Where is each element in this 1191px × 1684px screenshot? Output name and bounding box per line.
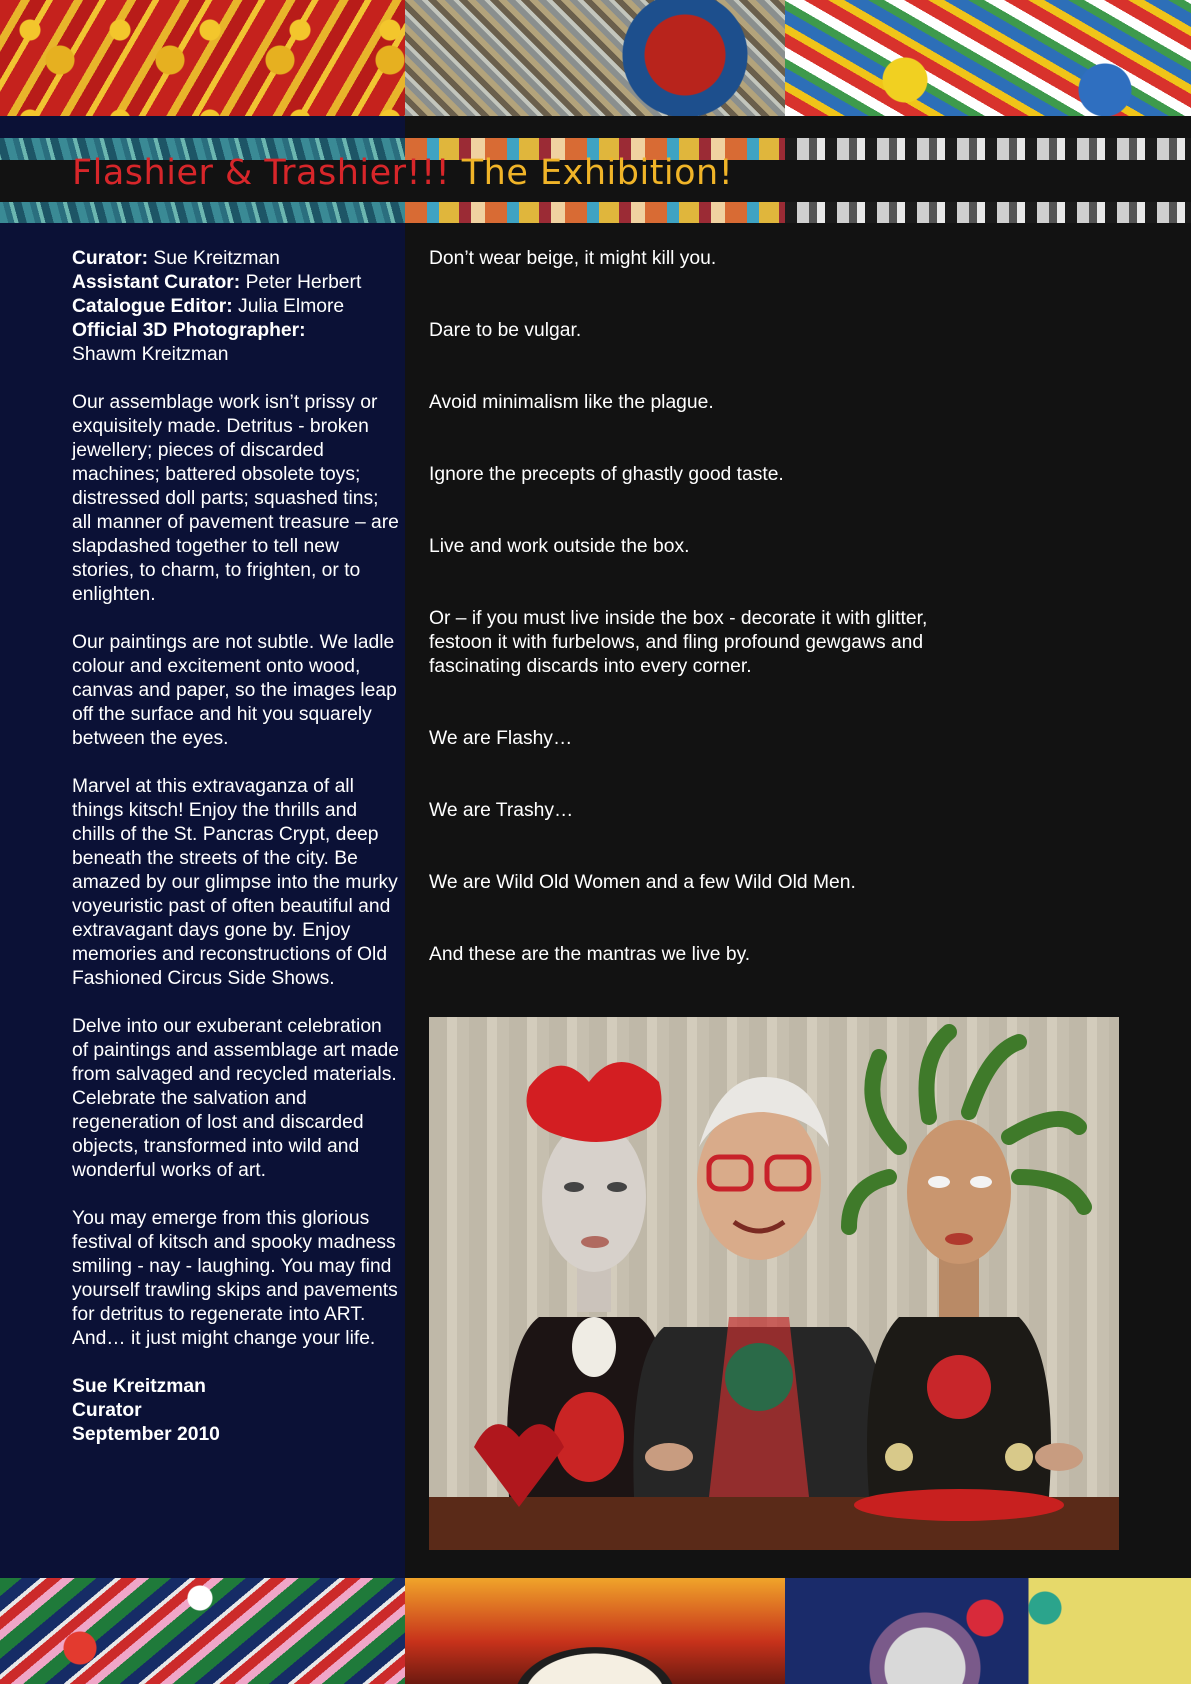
credit-label: Official 3D Photographer: [72, 320, 306, 341]
credit-catalogue-editor [72, 295, 402, 319]
collage-tile-eye-assemblage [785, 1578, 1191, 1684]
credit-value: Sue Kreitzman [153, 248, 280, 269]
left-mannequin-head [542, 1122, 646, 1272]
left-sculpture-red-heart [554, 1392, 624, 1482]
header-gap-strip [0, 116, 1191, 138]
signature-name: Sue Kreitzman [72, 1376, 206, 1397]
intro-paragraph-emerge: You may emerge from this glorious festival of kitsch and spooky madness smiling - nay - laughing. You may find yourself trawling skips and pavements for detritus to regenerate into ART. And… it just might change your life. [72, 1208, 398, 1349]
credit-value: Peter Herbert [245, 272, 362, 293]
mantra-item: We are Wild Old Women and a few Wild Old Men. [429, 872, 856, 893]
credit-photographer [72, 319, 402, 367]
red-plate [854, 1489, 1064, 1521]
title-the-exhibition: The Exhibition! [461, 153, 734, 193]
mantras-list [429, 247, 1129, 1015]
right-sculpture-jewel [885, 1443, 913, 1471]
artist-left-hand [645, 1443, 693, 1471]
artist-face [697, 1104, 821, 1260]
left-sculpture-white-mask [572, 1317, 616, 1377]
left-mannequin-eye [564, 1182, 584, 1192]
mantra-item: Dare to be vulgar. [429, 320, 582, 341]
photo-illustration [429, 1017, 1119, 1550]
intro-paragraph-assemblage: Our assemblage work isn’t prissy or exquisitely made. Detritus - broken jewellery; pieces of discarded machines; battered obsolete toys; distressed doll parts; squashed tins; all manner of pavement treasure – are slapdashed together to tell new stories, to charm, to frighten, or to enlighten. [72, 392, 399, 605]
right-mannequin-eye [970, 1176, 992, 1188]
intro-paragraph-paintings: Our paintings are not subtle. We ladle colour and excitement onto wood, canvas and paper, so the images leap off the surface and hit you squarely between the eyes. [72, 632, 397, 749]
credit-label: Catalogue Editor: [72, 296, 233, 317]
collage-tile-pattern-painting [0, 1578, 405, 1684]
artist-right-hand [1035, 1443, 1083, 1471]
mantra-item: We are Trashy… [429, 800, 574, 821]
right-sculpture-rosette [927, 1355, 991, 1419]
left-column [0, 223, 405, 1578]
mantra-item: Live and work outside the box. [429, 536, 690, 557]
left-mannequin-eye [607, 1182, 627, 1192]
right-sculpture-jewel [1005, 1443, 1033, 1471]
top-collage-band [0, 0, 1191, 116]
credits-block [72, 247, 402, 367]
red-hat [527, 1062, 662, 1142]
page-title [72, 153, 734, 193]
signature-date: September 2010 [72, 1424, 220, 1445]
intro-paragraph-delve: Delve into our exuberant celebration of paintings and assemblage art made from salvaged and recycled materials. Celebrate the salvation and regeneration of lost and discarded objects, transformed into wild and wonderful works of art. [72, 1016, 399, 1181]
collage-tile-fiery-skull [405, 1578, 785, 1684]
right-mannequin-lips [945, 1233, 973, 1245]
signature-role: Curator [72, 1400, 142, 1421]
credit-value: Julia Elmore [238, 296, 345, 317]
left-column-text [72, 247, 402, 1447]
artist-with-sculptures-photo [429, 1017, 1119, 1550]
mantra-item: Ignore the precepts of ghastly good taste. [429, 464, 784, 485]
artist-pendant [725, 1343, 793, 1411]
credit-assistant-curator [72, 271, 402, 295]
collage-tile-tins-and-eye [405, 0, 785, 116]
right-mannequin-eye [928, 1176, 950, 1188]
mantra-item: Don’t wear beige, it might kill you. [429, 248, 717, 269]
mantra-item: And these are the mantras we live by. [429, 944, 751, 965]
credit-label: Curator: [72, 248, 149, 269]
bottom-collage-band [0, 1578, 1191, 1684]
credit-curator [72, 247, 402, 271]
left-mannequin-lips [581, 1236, 609, 1248]
signature-block [72, 1375, 402, 1447]
mantra-item: Avoid minimalism like the plague. [429, 392, 714, 413]
collage-tile-plastic-toys [785, 0, 1191, 116]
title-flashier-trashier: Flashier & Trashier!!! [72, 153, 451, 193]
credit-label: Assistant Curator: [72, 272, 241, 293]
title-band [0, 138, 1191, 223]
collage-tile-gold-painting [0, 0, 405, 116]
mantra-item: We are Flashy… [429, 728, 573, 749]
intro-paragraph-marvel: Marvel at this extravaganza of all things kitsch! Enjoy the thrills and chills of the St. Pancras Crypt, deep beneath the streets of the city. Be amazed by our glimpse into the murky voyeuristic past of often beautiful and extravagant days gone by. Enjoy memories and reconstructions of Old Fashioned Circus Side Shows. [72, 776, 398, 989]
credit-value: Shawm Kreitzman [72, 344, 229, 365]
mantra-item: Or – if you must live inside the box - decorate it with glitter, festoon it with furbelows, and fling profound gewgaws and fascinating discards into every corner. [429, 608, 928, 677]
